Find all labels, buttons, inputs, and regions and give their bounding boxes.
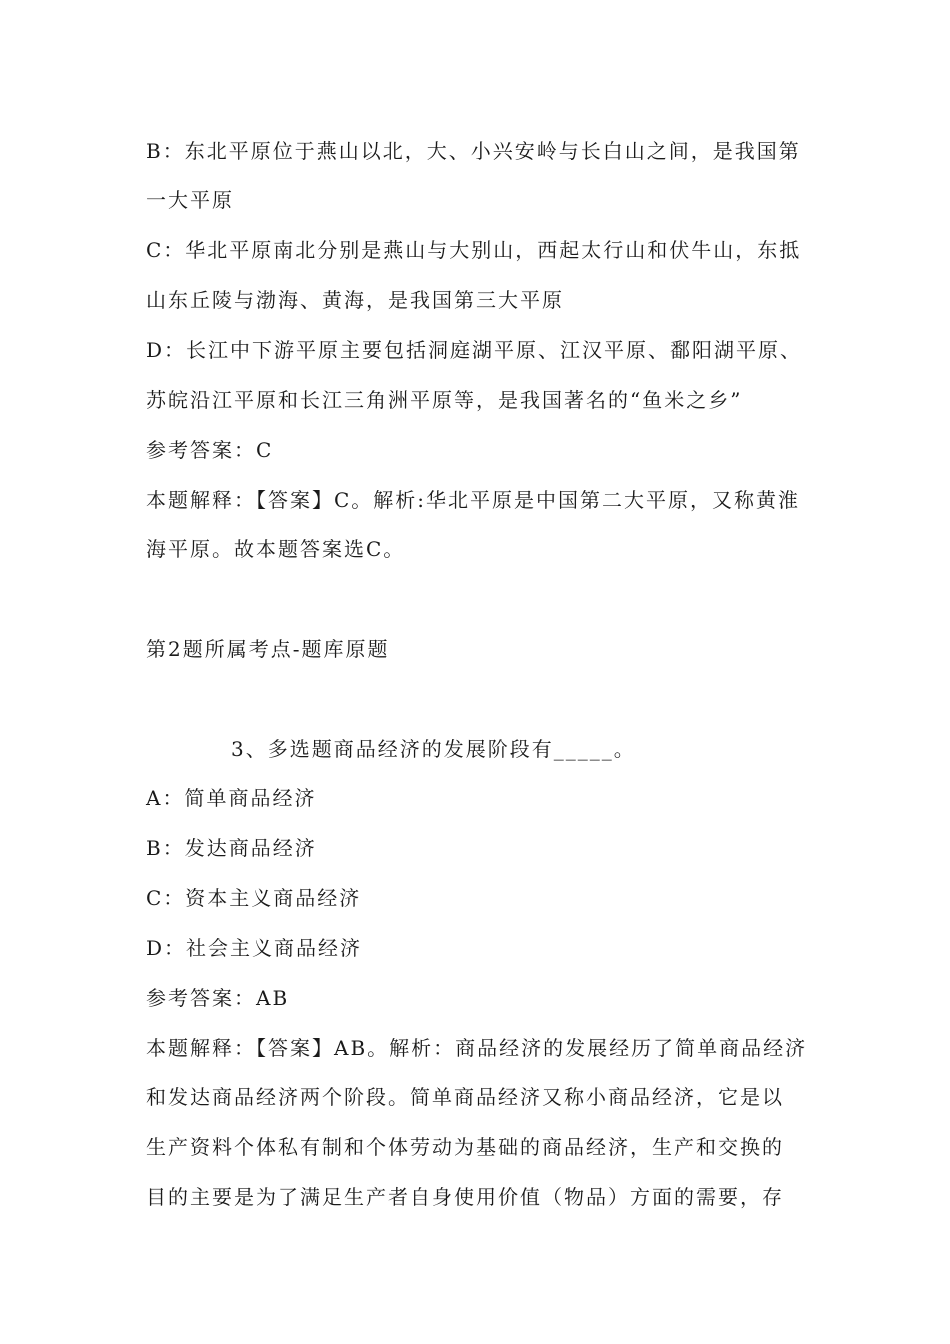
q2-option-b-line1: B：东北平原位于燕山以北，大、小兴安岭与长白山之间，是我国第 xyxy=(146,139,801,163)
q3-question: 3、多选题商品经济的发展阶段有_____。 xyxy=(231,737,636,761)
q3-option-d: D：社会主义商品经济 xyxy=(146,936,363,960)
q2-option-d-line1: D：长江中下游平原主要包括洞庭湖平原、江汉平原、鄱阳湖平原、 xyxy=(146,338,803,362)
q2-explanation-line1: 本题解释：【答案】C。解析:华北平原是中国第二大平原，又称黄淮 xyxy=(146,488,801,512)
q2-option-b-line2: 一大平原 xyxy=(146,188,234,212)
q3-option-a: A：简单商品经济 xyxy=(146,786,317,810)
q3-explanation-line1: 本题解释：【答案】AB。解析：商品经济的发展经历了简单商品经济 xyxy=(146,1036,808,1060)
q3-explanation-line4: 目的主要是为了满足生产者自身使用价值（物品）方面的需要，存 xyxy=(146,1185,784,1209)
q3-option-b: B：发达商品经济 xyxy=(146,836,317,860)
q3-option-c: C：资本主义商品经济 xyxy=(146,886,362,910)
q3-explanation-line2: 和发达商品经济两个阶段。简单商品经济又称小商品经济，它是以 xyxy=(146,1085,784,1109)
q2-option-c-line1: C：华北平原南北分别是燕山与大别山，西起太行山和伏牛山，东抵 xyxy=(146,238,802,262)
q3-answer: 参考答案：AB xyxy=(146,986,290,1010)
q2-explanation-line2: 海平原。故本题答案选C。 xyxy=(146,537,406,561)
q2-answer: 参考答案：C xyxy=(146,438,274,462)
q2-topic: 第2题所属考点-题库原题 xyxy=(146,637,390,661)
q2-option-c-line2: 山东丘陵与渤海、黄海，是我国第三大平原 xyxy=(146,288,564,312)
q3-explanation-line3: 生产资料个体私有制和个体劳动为基础的商品经济，生产和交换的 xyxy=(146,1135,784,1159)
q2-option-d-line2: 苏皖沿江平原和长江三角洲平原等，是我国著名的“鱼米之乡” xyxy=(146,388,743,412)
